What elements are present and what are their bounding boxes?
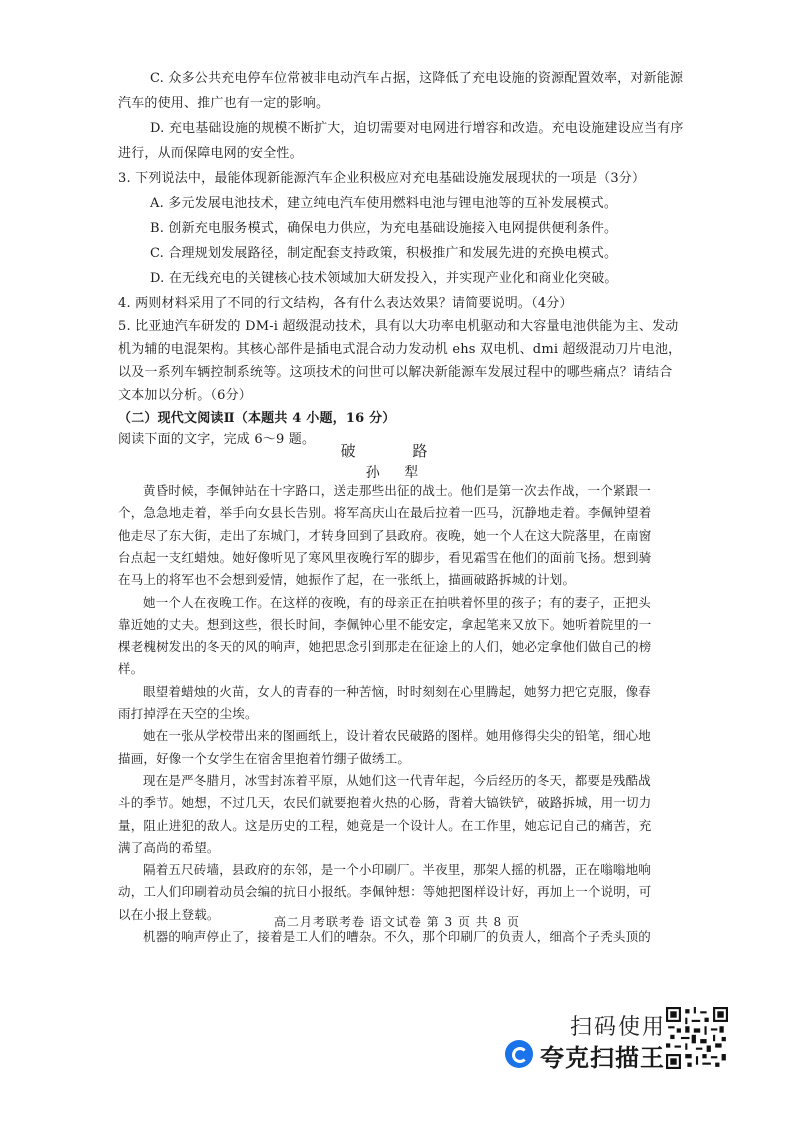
scan-label: 扫码使用 <box>570 1015 667 1040</box>
text-line: 在马上的将军也不会想到爱情，她振作了起，在一张纸上，描画破路拆城的计划。 <box>118 572 576 588</box>
app-name: 夸克扫描王 <box>540 1044 665 1072</box>
page-footer: 高二月考联考卷 语文试卷 第 3 页 共 8 页 <box>274 915 520 929</box>
text-line: D. 在无线充电的关键核心技术领域加大研发投入，并实现产业化和商业化突破。 <box>150 271 618 286</box>
text-line: 满了高尚的希望。 <box>118 839 220 855</box>
text-line: 他走尽了东大街，走出了东城门，才转身回到了县政府。夜晚，她一个人在这大院落里，在南窗 <box>118 527 652 543</box>
text-line: 个，急急地走着，举手向女县长告别。将军高庆山在最后拉着一匹马，沉静地走着。李佩钟望着 <box>118 505 652 521</box>
text-line: 现在是严冬腊月，冰雪封冻着平原，从她们这一代青年起，今后经历的冬天，都要是残酷战 <box>143 772 652 788</box>
text-line: 眼望着蜡烛的火苗，女人的青春的一种苦恼，时时刻刻在心里腾起，她努力把它克服，像春 <box>143 683 652 699</box>
text-line: 斗的季节。她想，不过几天，农民们就要抱着火热的心肠，背着大镐铁铲，破路拆城，用一切力 <box>118 795 652 811</box>
text-line: 描画，好像一个女学生在宿舍里抱着竹绷子做绣工。 <box>118 750 411 766</box>
text-line: A. 多元发展电池技术，建立纯电汽车使用燃料电池与锂电池等的互补发展模式。 <box>150 196 618 211</box>
text-line: D. 充电基础设施的规模不断扩大，迫切需要对电网进行增容和改造。充电设施建设应当有序 <box>150 121 684 136</box>
text-line: 样。 <box>118 661 144 677</box>
text-line: 3. 下列说法中，最能体现新能源汽车企业积极应对充电基础设施发展现状的一项是（3分） <box>118 171 646 186</box>
text-line: 量，阻止进犯的敌人。这是历史的工程，她竟是一个设计人。在工作里，她忘记自己的痛苦，充 <box>118 817 652 833</box>
text-line: （二）现代文阅读Ⅱ（本题共 4 小题，16 分） <box>118 411 396 426</box>
text-line: 以及一系列车辆控制系统等。这项技术的问世可以解决新能源车发展过程中的哪些痛点？请结合 <box>118 365 673 380</box>
text-line: 进行，从而保障电网的安全性。 <box>118 146 303 161</box>
text-line: 她在一张从学校带出来的图画纸上，设计着农民破路的图样。她用修得尖尖的铅笔，细心地 <box>143 728 652 744</box>
text-line: 隔着五尺砖墙，县政府的东邻，是一个小印刷厂。半夜里，那架人摇的机器，正在嗡嗡地响 <box>143 862 652 878</box>
qr-code-icon[interactable] <box>666 1007 728 1069</box>
text-line: 4. 两则材料采用了不同的行文结构，各有什么表达效果？请简要说明。（4分） <box>118 296 573 311</box>
text-line: 机为辅的电混架构。其核心部件是插电式混合动力发动机 ehs 双电机、dmi 超级混动刀片电池， <box>118 342 682 357</box>
text-line: 雨打掉浮在天空的尘埃。 <box>118 706 258 721</box>
text-line: 5. 比亚迪汽车研发的 DM-i 超级混动技术，具有以大功率电机驱动和大容量电池供能为主、发动 <box>118 319 679 334</box>
text-line: C. 合理规划发展路径，制定配套支持政策，积极推广和发展先进的充换电模式。 <box>150 246 618 261</box>
text-line: C. 众多公共充电停车位常被非电动汽车占据，这降低了充电设施的资源配置效率，对新能源 <box>150 71 684 86</box>
text-line: 台点起一支红蜡烛。她好像听见了寒风里夜晚行军的脚步，看见霜雪在他们的面前飞扬。想到骑 <box>118 549 652 565</box>
text-line: 汽车的使用、推广也有一定的影响。 <box>118 96 330 111</box>
text-line: 文本加以分析。（6分） <box>118 388 252 403</box>
quark-logo-icon <box>505 1040 533 1068</box>
text-line: 她一个人在夜晚工作。在这样的夜晚，有的母亲正在拍哄着怀里的孩子；有的妻子，正把头 <box>143 594 652 610</box>
text-line: 以在小报上登载。 <box>118 906 220 922</box>
story-author: 孙 犁 <box>365 465 429 481</box>
text-line: 棵老槐树发出的冬天的风的响声，她把思念引到那走在征途上的人们，她必定拿他们做自己的榜 <box>118 639 652 655</box>
text-line: 靠近她的丈夫。想到这些，很长时间，李佩钟心里不能安定，拿起笔来又放下。她听着院里的一 <box>118 616 652 632</box>
text-line: 阅读下面的文字，完成 6～9 题。 <box>118 432 316 447</box>
text-line: 动，工人们印刷着动员会编的抗日小报纸。李佩钟想：等她把图样设计好，再加上一个说明，可 <box>118 884 652 900</box>
text-line: B. 创新充电服务模式，确保电力供应，为充电基础设施接入电网提供便利条件。 <box>150 221 618 236</box>
story-title: 破 路 <box>340 442 454 460</box>
text-line: 黄昏时候，李佩钟站在十字路口，送走那些出征的战士。他们是第一次去作战，一个紧跟一 <box>143 483 652 498</box>
text-line: 机器的响声停止了，接着是工人们的嘈杂。不久，那个印刷厂的负责人，细高个子秃头顶的 <box>143 929 652 944</box>
